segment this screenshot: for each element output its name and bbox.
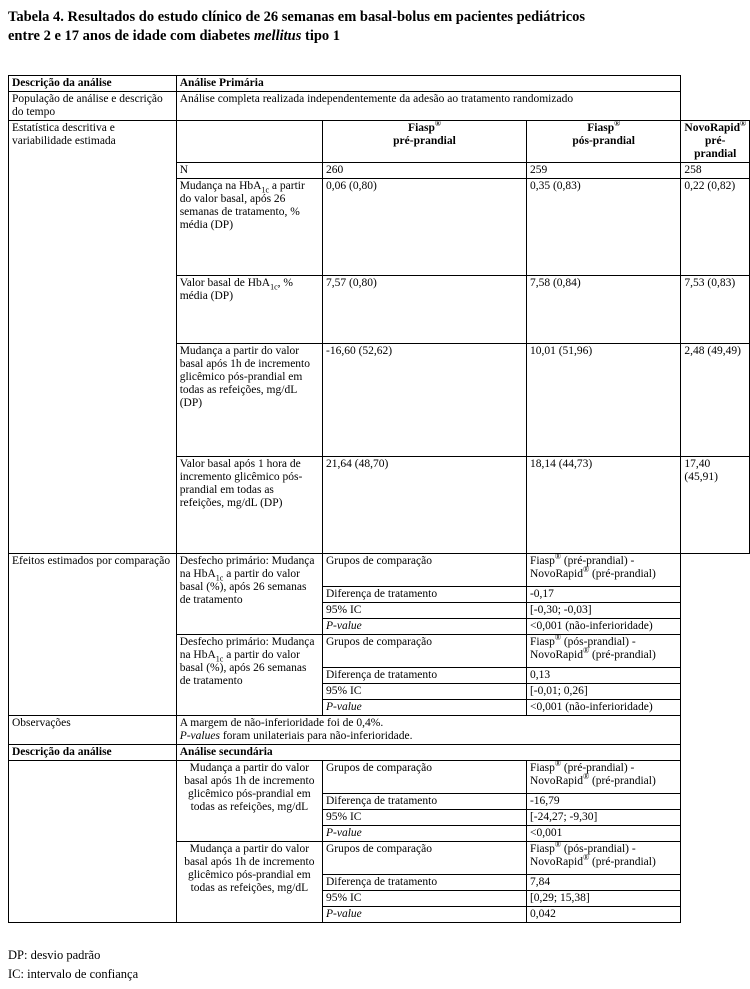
observations-value [176,716,681,745]
column-name: Fiasp® [587,119,621,134]
section-label: Descrição da análise [9,76,177,92]
empty-cell [176,121,322,163]
observation-italic: P-values [179,730,220,742]
footnote: DP: desvio padrão [8,948,101,962]
observation-line: A margem de não-inferioridade foi de 0,4%. [179,717,384,729]
column-header [526,121,680,163]
comparison-key: P-value [322,619,526,635]
outcome-label: Mudança a partir do valor basal após 1h de incremento glicêmico pós-prandial em todas as refeições, mg/dL [176,761,322,842]
row-label: Mudança a partir do valor basal após 1h de incremento glicêmico pós-prandial em todas as refeições, mg/dL (DP) [176,344,322,457]
caption-line-1: Tabela 4. Resultados do estudo clínico de 26 semanas em basal-bolus em pacientes pediátricos [8,9,586,25]
comparison-value: Fiasp® (pré-prandial) - NovoRapid® (pré-prandial) [526,761,680,794]
column-header [681,121,750,163]
comparison-key: Grupos de comparação [322,554,526,587]
cell-value: 21,64 (48,70) [322,457,526,554]
cell-value: 258 [681,163,750,179]
column-name: Fiasp® [408,119,441,134]
cell-value: 0,22 (0,82) [681,179,750,276]
empty-cell [9,761,177,923]
comparison-key: Diferença de tratamento [322,794,526,810]
cell-value: 260 [322,163,526,179]
comparison-key: Grupos de comparação [322,635,526,668]
column-header [322,121,526,163]
comparison-value: -16,79 [526,794,680,810]
cell-value: 17,40 (45,91) [681,457,750,554]
comparison-key: Diferença de tratamento [322,587,526,603]
comparison-key: 95% IC [322,810,526,826]
comparison-value: [-0,01; 0,26] [526,684,680,700]
comparison-value: 0,042 [526,907,680,923]
comparison-key: P-value [322,826,526,842]
row-label: Valor basal após 1 hora de incremento glicêmico pós-prandial em todas as refeições, mg/dL (DP) [176,457,322,554]
row-label: N [176,163,322,179]
cell-value: 7,57 (0,80) [322,276,526,344]
cell-value: 0,06 (0,80) [322,179,526,276]
caption-italic: mellitus [253,28,302,44]
population-value: Análise completa realizada independentemente da adesão ao tratamento randomizado [176,92,681,121]
comparison-key: Diferença de tratamento [322,875,526,891]
comparison-key: Grupos de comparação [322,842,526,875]
comparison-value: 0,13 [526,668,680,684]
comparison-key: Grupos de comparação [322,761,526,794]
footnotes [8,946,138,984]
outcome-label: Mudança a partir do valor basal após 1h de incremento glicêmico pós-prandial em todas as refeições, mg/dL [176,842,322,923]
comparison-key: 95% IC [322,684,526,700]
cell-value: 2,48 (49,49) [681,344,750,457]
cell-value: -16,60 (52,62) [322,344,526,457]
cell-value: 18,14 (44,73) [526,457,680,554]
comparison-value: Fiasp® (pós-prandial) - NovoRapid® (pré-prandial) [526,635,680,668]
observation-text: foram unilateriais para não-inferioridade. [219,730,413,742]
cell-value: 0,35 (0,83) [526,179,680,276]
cell-value: 7,58 (0,84) [526,276,680,344]
comparison-value: <0,001 [526,826,680,842]
comparison-value: [-0,30; -0,03] [526,603,680,619]
observations-label: Observações [9,716,177,745]
cell-value: 10,01 (51,96) [526,344,680,457]
comparison-key: 95% IC [322,891,526,907]
population-label: População de análise e descrição do tempo [9,92,177,121]
column-sub: pré-prandial [393,135,456,147]
caption-text: entre 2 e 17 anos de idade com diabetes [8,28,254,44]
descriptive-label: Estatística descritiva e variabilidade estimada [9,121,177,554]
section-value: Análise secundária [176,745,681,761]
comparison-value: Fiasp® (pré-prandial) - NovoRapid® (pré-prandial) [526,554,680,587]
observation-line [180,730,678,743]
cell-value: 259 [526,163,680,179]
comparison-value: [-24,27; -9,30] [526,810,680,826]
effects-label: Efeitos estimados por comparação [9,554,177,716]
column-sub: pré-prandial [694,135,737,160]
row-label: Valor basal de HbA$_{1c}$, % média (DP) [176,276,322,344]
section-value: Análise Primária [176,76,681,92]
comparison-value: -0,17 [526,587,680,603]
section-label: Descrição da análise [9,745,177,761]
outcome-label: Desfecho primário: Mudança na HbA$_{1c}$ a partir do valor basal (%), após 26 semanas de tratamento [176,554,322,635]
outcome-label: Desfecho primário: Mudança na HbA$_{1c}$ a partir do valor basal (%), após 26 semanas de tratamento [176,635,322,716]
comparison-value: <0,001 (não-inferioridade) [526,619,680,635]
caption-text-end: tipo 1 [301,28,341,44]
results-table [8,75,750,923]
row-label: Mudança na HbA$_{1c}$ a partir do valor basal, após 26 semanas de tratamento, % média (DP) [176,179,322,276]
column-sub: pós-prandial [572,135,635,147]
comparison-key: 95% IC [322,603,526,619]
footnote: IC: intervalo de confiança [8,967,139,981]
comparison-value: <0,001 (não-inferioridade) [526,700,680,716]
comparison-key: P-value [322,907,526,923]
table-caption [8,8,738,46]
comparison-value: Fiasp® (pós-prandial) - NovoRapid® (pré-prandial) [526,842,680,875]
cell-value: 7,53 (0,83) [681,276,750,344]
column-name: NovoRapid® [684,119,746,134]
comparison-value: [0,29; 15,38] [526,891,680,907]
comparison-key: Diferença de tratamento [322,668,526,684]
comparison-value: 7,84 [526,875,680,891]
comparison-key: P-value [322,700,526,716]
caption-line-2 [8,27,738,46]
